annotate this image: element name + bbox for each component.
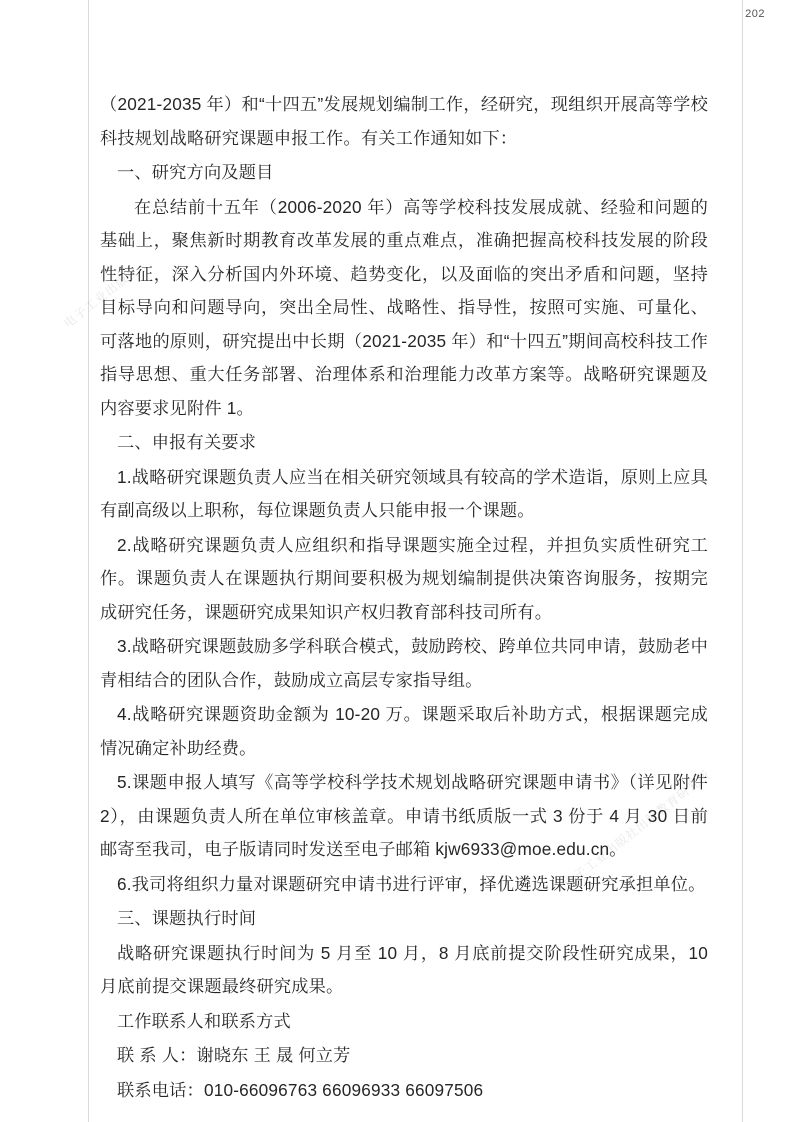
contact-phones: 联系电话：010-66096763 66096933 66097506 (117, 1079, 484, 1100)
paragraph: 在总结前十五年（2006-2020 年）高等学校科技发展成就、经验和问题的基础上，聚焦新时期教育改革发展的重点难点，准确把握高校科技发展的阶段性特征，深入分析国内外环境、趋势变化，以及面临的突出矛盾和问题，坚持目标导向和问题导向，突出全局性、战略性、指导性，按照可实施、可量化、可落地的原则，研究提出中长期（2021-2035 年）和“十四五”期间高校科技工作指导思想、重大任务部署、治理体系和治理能力改革方案等。战略研究课题及内容要求见附件 1。 (100, 196, 708, 418)
paragraph: 2.战略研究课题负责人应组织和指导课题实施全过程，并担负实质性研究工作。课题负责人在课题执行期间要积极为规划编制提供决策咨询服务，按期完成研究任务，课题研究成果知识产权归教育部科技司所有。 (100, 534, 708, 622)
document-body (100, 88, 708, 1108)
paragraph: 6.我司将组织力量对课题研究申请书进行评审，择优遴选课题研究承担单位。 (117, 873, 706, 894)
paragraph: 3.战略研究课题鼓励多学科联合模式，鼓励跨校、跨单位共同申请，鼓励老中青相结合的团队合作，鼓励成立高层专家指导组。 (100, 636, 708, 690)
paragraph: 战略研究课题执行时间为 5 月至 10 月，8 月底前提交阶段性研究成果，10 月底前提交课题最终研究成果。 (100, 942, 708, 996)
contact-persons: 联 系 人：谢晓东 王 晟 何立芳 (117, 1045, 351, 1065)
section-heading-1: 一、研究方向及题目 (117, 162, 274, 182)
paragraph: 5.课题申报人填写《高等学校科学技术规划战略研究课题申请书》（详见附件 2），由课题负责人所在单位审核盖章。申请书纸质版一式 3 份于 4 月 30 日前邮寄至我司，电子版请同时发送至电子邮箱 kjw6933@moe.edu.cn。 (100, 772, 708, 859)
watermark-left: 电子工业出版社 (61, 263, 142, 331)
section-heading-2: 二、申报有关要求 (117, 432, 257, 452)
paragraph: 4.战略研究课题资助金额为 10-20 万。课题采取后补助方式，根据课题完成情况确定补助经费。 (100, 704, 708, 758)
page-left-rule (88, 0, 89, 1122)
contact-heading: 工作联系人和联系方式 (117, 1010, 291, 1031)
paragraph: 1.战略研究课题负责人应当在相关研究领域具有较高的学术造诣，原则上应具有副高级以上职称，每位课题负责人只能申报一个课题。 (100, 466, 708, 520)
paragraph: （2021-2035 年）和“十四五”发展规划编制工作，经研究，现组织开展高等学校科技规划战略研究课题申报工作。有关工作通知如下： (100, 94, 708, 148)
page-right-rule (742, 0, 743, 1122)
page-number: 202 (745, 8, 765, 20)
watermark-right: 电子工业出版社出版教育研究所 (561, 767, 714, 891)
section-heading-3: 三、课题执行时间 (117, 908, 257, 928)
